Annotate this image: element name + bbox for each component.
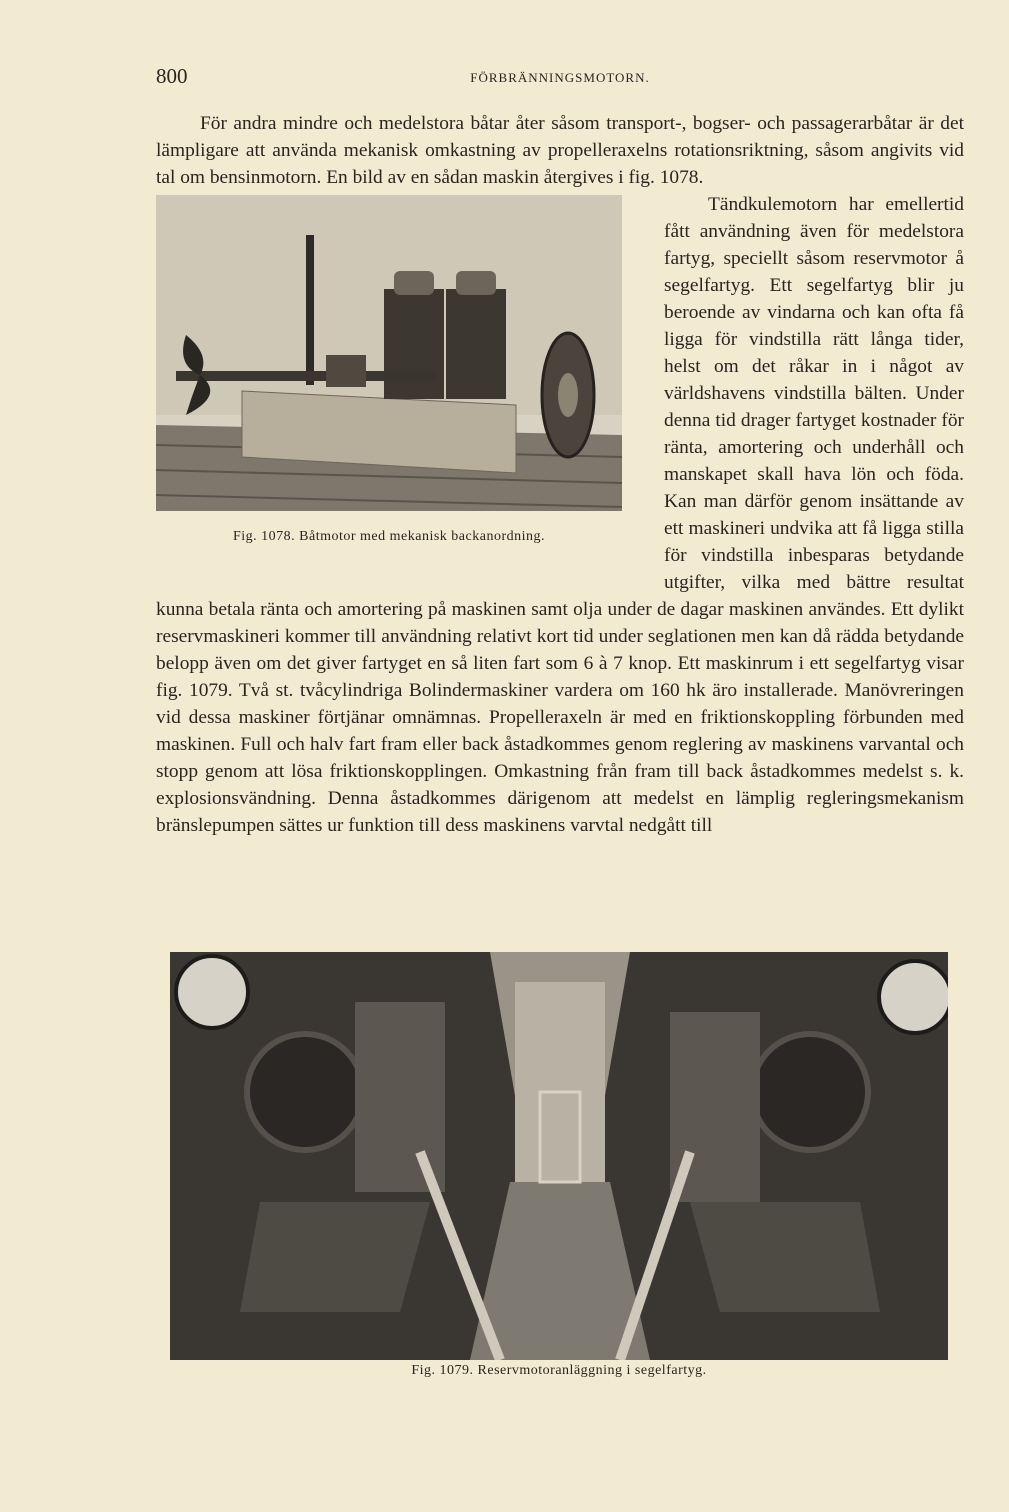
figure-1079-photo [170,952,948,1360]
figure-1078-caption: Fig. 1078. Båtmotor med mekanisk backanordning. [232,529,545,544]
figure-1079-caption: Fig. 1079. Reservmotoranläggning i segelfartyg. [411,1363,707,1378]
engine-room-illustration [170,952,948,1360]
running-head: FÖRBRÄNNINGSMOTORN. [470,70,650,85]
paragraph-1: För andra mindre och medelstora båtar åter såsom transport-, bogser- och passagerarbåtar är det lämpligare att använda mekanisk omkastning av propelleraxelns rotationsriktning, såsom angivits vid tal om bensinmotorn. En bild av en sådan maskin återgives i fig. 1078. [156,113,964,188]
figure-1078 [154,191,644,583]
figure-1078-photo [156,195,622,511]
body-text [156,110,964,839]
page-header [156,64,964,88]
paragraph-2: Tändkulemotorn har emellertid fått användning även för medelstora fartyg, speciellt såsom reservmotor å segelfartyg. Ett segelfartyg blir ju beroende av vindarna och kan ofta få ligga för vindstilla rätt långa tider, helst om det råkar in i något av världshavens vindstilla bälten. Under denna tid drager fartyget kostnader för ränta, amortering och underhåll och manskapet skall hava lön och föda. Kan man därför genom insättande av ett maskineri undvika att få ligga stilla för vindstilla inbesparas betydande utgifter, vilka med bättre resultat kunna betala ränta och amortering på maskinen samt olja under de dagar maskinen användes. Ett dylikt reservmaskineri kommer till användning relativt kort tid under seglationen men kan då rädda betydande belopp även om det giver fartyget en så liten fart som 6 à 7 knop. Ett maskinrum i ett segelfartyg visar fig. 1079. Två st. tvåcylindriga Bolindermaskiner vardera om 160 hk äro installerade. Manövreringen vid dessa maskiner förtjänar omnämnas. Propelleraxeln är med en friktionskoppling förbunden med maskinen. Full och halv fart fram eller back åstadkommes genom reglering av maskinens varvantal och stopp genom att lösa friktionskopplingen. Omkastning från fram till back åstadkommes medelst s. k. explosionsvändning. Denna åstadkommes därigenom att medelst en lämplig regleringsmekanism bränslepumpen sättes ur funktion till dess maskinens varvtal nedgått till [156,194,964,836]
boat-engine-illustration [156,195,622,511]
page-number: 800 [156,64,188,88]
